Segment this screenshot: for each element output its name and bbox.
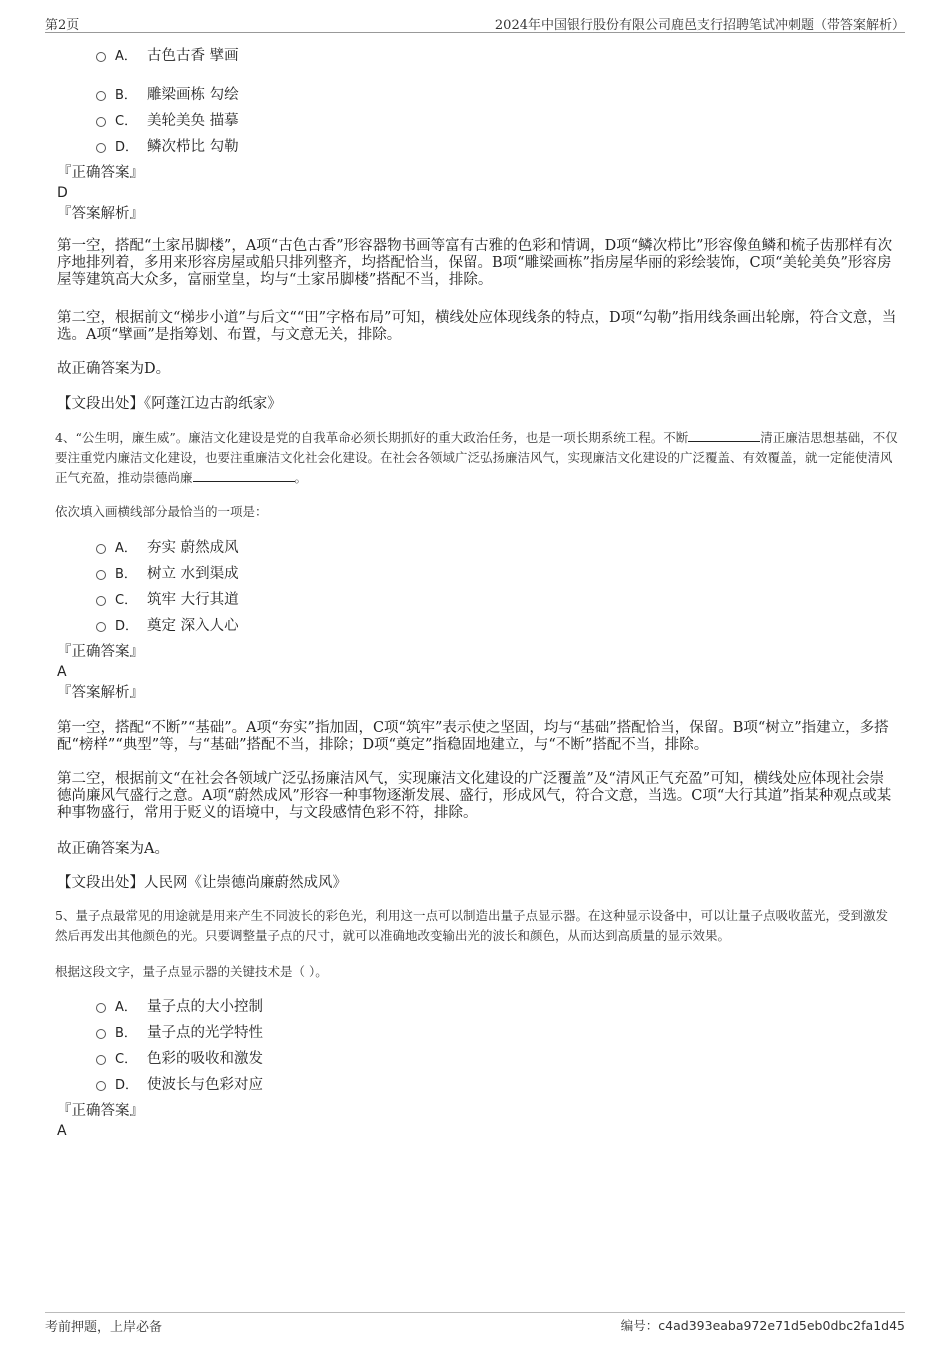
q5-answer-label: 『正确答案』	[57, 1103, 144, 1119]
radio-icon[interactable]	[96, 52, 106, 62]
q5-option-b[interactable]: B． 量子点的光学特性	[96, 1023, 263, 1043]
q4-blank-1	[688, 429, 760, 442]
q4-analysis-paragraph-1: 第一空，搭配“不断”“基础”。A项“夯实”指加固，C项“筑牢”表示使之坚固，均与“基础”搭配恰当，保留。B项“树立”指建立，多搭配“榜样”“典型”等，与“基础”搭配不当，排除；D项“奠定”指稳固地建立，与“不断”搭配不当，排除。	[57, 720, 889, 753]
radio-icon[interactable]	[96, 1003, 106, 1013]
q3-analysis-paragraph-1: 第一空，搭配“土家吊脚楼”，A项“古色古香”形容器物书画等富有古雅的色彩和情调，D项“鳞次栉比”形容像鱼鳞和梳子齿那样有次序地排列着，多用来形容房屋或船只排列整齐，均搭配恰当，保留。B项“雕梁画栋”指房屋华丽的彩绘装饰，C项“美轮美奂”形容房屋等建筑高大众多，富丽堂皇，均与“土家吊脚楼”搭配不当，排除。	[57, 238, 893, 288]
q4-answer: A	[57, 664, 67, 680]
q3-source: 【文段出处】《阿蓬江边古韵纸家》	[57, 396, 282, 412]
q5-prompt: 根据这段文字，量子点显示器的关键技术是（ ）。	[55, 964, 328, 979]
q4-stem: 4、“公生明，廉生威”。廉洁文化建设是党的自我革命必须长期抓好的重大政治任务，也是一项长期系统工程。不断 清正廉洁思想基础，不仅要注重党内廉洁文化建设，也要注重廉洁文化社会化建设。在社会各领域广泛弘扬廉洁风气，实现廉洁文化建设的广泛覆盖、有效覆盖，就一定能使清风正气充盈，推动崇德尚廉 。	[55, 430, 898, 485]
q4-conclusion: 故正确答案为A。	[57, 841, 169, 857]
radio-icon[interactable]	[96, 117, 106, 127]
q4-option-d[interactable]: D． 奠定 深入人心	[96, 616, 239, 636]
q3-answer: D	[57, 185, 68, 201]
q4-answer-label: 『正确答案』	[57, 644, 144, 660]
page-footer	[45, 1312, 905, 1335]
q4-analysis-paragraph-2: 第二空，根据前文“在社会各领域广泛弘扬廉洁风气，实现廉洁文化建设的广泛覆盖”及“清风正气充盈”可知，横线处应体现社会崇德尚廉风气盛行之意。A项“蔚然成风”形容一种事物逐渐发展、盛行，形成风气，符合文意，当选。C项“大行其道”指某种观点或某种事物盛行，常用于贬义的语境中，与文段感情色彩不符，排除。	[57, 771, 892, 821]
q5-answer: A	[57, 1123, 67, 1139]
page-number: 第2页	[45, 18, 80, 33]
q5-stem: 5、量子点最常见的用途就是用来产生不同波长的彩色光，利用这一点可以制造出量子点显示器。在这种显示设备中，可以让量子点吸收蓝光，受到激发然后再发出其他颜色的光。只要调整量子点的尺寸，就可以准确地改变输出光的波长和颜色，从而达到高质量的显示效果。	[55, 908, 888, 943]
radio-icon[interactable]	[96, 544, 106, 554]
q4-analysis-label: 『答案解析』	[57, 685, 144, 701]
document-title: 2024年中国银行股份有限公司鹿邑支行招聘笔试冲刺题（带答案解析）	[494, 18, 905, 33]
radio-icon[interactable]	[96, 596, 106, 606]
q4-option-b[interactable]: B． 树立 水到渠成	[96, 564, 239, 584]
q3-option-c[interactable]: C． 美轮美奂 描摹	[96, 111, 239, 131]
page-header	[45, 12, 905, 33]
q3-answer-label: 『正确答案』	[57, 165, 144, 181]
document-serial: 编号：c4ad393eaba972e71d5eb0dbc2fa1d45	[620, 1318, 905, 1333]
q3-conclusion: 故正确答案为D。	[57, 361, 171, 377]
q4-option-a[interactable]: A． 夯实 蔚然成风	[96, 538, 239, 558]
radio-icon[interactable]	[96, 143, 106, 153]
radio-icon[interactable]	[96, 1055, 106, 1065]
radio-icon[interactable]	[96, 570, 106, 580]
q5-option-d[interactable]: D． 使波长与色彩对应	[96, 1075, 263, 1095]
q5-option-c[interactable]: C． 色彩的吸收和激发	[96, 1049, 263, 1069]
radio-icon[interactable]	[96, 1081, 106, 1091]
q3-analysis-paragraph-2: 第二空，根据前文“梯步小道”与后文““田”字格布局”可知，横线处应体现线条的特点，D项“勾勒”指用线条画出轮廓，符合文意，当选。A项“擘画”是指筹划、布置，与文意无关，排除。	[57, 310, 897, 343]
q4-blank-2	[193, 469, 295, 482]
q4-prompt: 依次填入画横线部分最恰当的一项是：	[55, 504, 268, 519]
q4-source: 【文段出处】人民网《让崇德尚廉蔚然成风》	[57, 875, 347, 891]
q5-option-a[interactable]: A． 量子点的大小控制	[96, 997, 263, 1017]
q3-option-d[interactable]: D． 鳞次栉比 勾勒	[96, 137, 239, 157]
q4-option-c[interactable]: C． 筑牢 大行其道	[96, 590, 239, 610]
q3-analysis-label: 『答案解析』	[57, 206, 144, 222]
radio-icon[interactable]	[96, 1029, 106, 1039]
radio-icon[interactable]	[96, 91, 106, 101]
footer-slogan: 考前押题，上岸必备	[45, 1320, 163, 1335]
q3-option-b[interactable]: B． 雕梁画栋 勾绘	[96, 85, 239, 105]
radio-icon[interactable]	[96, 622, 106, 632]
q3-option-a[interactable]: A． 古色古香 擘画	[96, 46, 239, 66]
